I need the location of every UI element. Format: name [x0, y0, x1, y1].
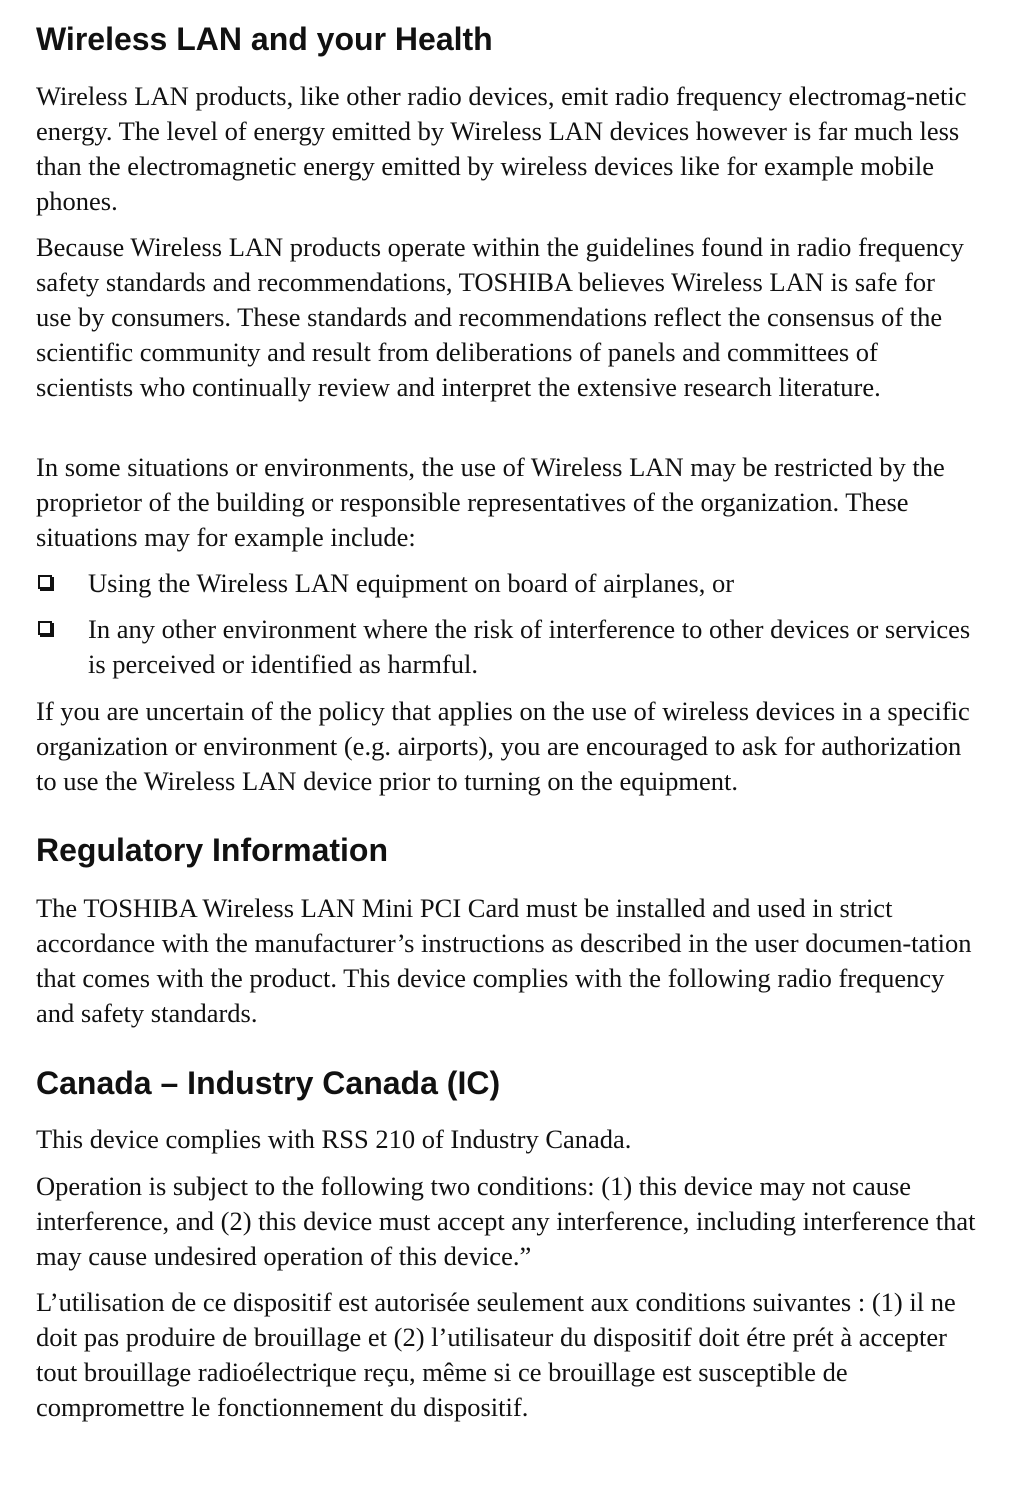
heading-regulatory-information: Regulatory Information — [36, 832, 389, 868]
list-item — [36, 566, 976, 601]
list-item-text: Using the Wireless LAN equipment on board of airplanes, or — [88, 568, 735, 598]
list-item-text: In any other environment where the risk of interference to other devices or services is perceived or identified as harmful. — [88, 614, 971, 679]
checkbox-bullet-icon — [38, 575, 52, 589]
paragraph-emission: Wireless LAN products, like other radio devices, emit radio frequency electromag-netic energy. The level of energy emitted by Wireless LAN devices however is far much less than the electromagnetic energy emitted by wireless devices like for example mobile phones. — [36, 81, 967, 216]
heading-canada-ic: Canada – Industry Canada (IC) — [36, 1065, 501, 1101]
restriction-list — [36, 566, 976, 682]
paragraph-policy: If you are uncertain of the policy that applies on the use of wireless devices in a specific organization or environment (e.g. airports), you are encouraged to ask for authorization to use the Wireless LAN device prior to turning on the equipment. — [36, 696, 970, 796]
paragraph-restrictions: In some situations or environments, the use of Wireless LAN may be restricted by the proprietor of the building or responsible representatives of the organization. These situations may for example include: — [36, 452, 945, 552]
paragraph-rss210: This device complies with RSS 210 of Industry Canada. — [36, 1124, 632, 1154]
list-item — [36, 612, 976, 682]
paragraph-safety-standards: Because Wireless LAN products operate within the guidelines found in radio frequency safety standards and recommendations, TOSHIBA believes Wireless LAN is safe for use by consumers. These standards and recommendations reflect the consensus of the scientific community and result from deliberations of panels and committees of scientists who continually review and interpret the extensive research literature. — [36, 232, 964, 402]
heading-wireless-lan-health: Wireless LAN and your Health — [36, 21, 493, 57]
paragraph-conditions-en: Operation is subject to the following two conditions: (1) this device may not cause interference, and (2) this device must accept any interference, including interference that may cause undesired operation of this device.” — [36, 1171, 976, 1271]
checkbox-bullet-icon — [38, 621, 52, 635]
paragraph-conditions-fr: L’utilisation de ce dispositif est autorisée seulement aux conditions suivantes : (1) il ne doit pas produire de brouillage et (2) l’utilisateur du dispositif doit étre prét à accepter tout brouillage radioélectrique reçu, même si ce brouillage est susceptible de compromettre le fonctionnement du dispositif. — [36, 1287, 956, 1422]
paragraph-regulatory: The TOSHIBA Wireless LAN Mini PCI Card must be installed and used in strict accordance with the manufacturer’s instructions as described in the user documen-tation that comes with the product. This device complies with the following radio frequency and safety standards. — [36, 893, 972, 1028]
